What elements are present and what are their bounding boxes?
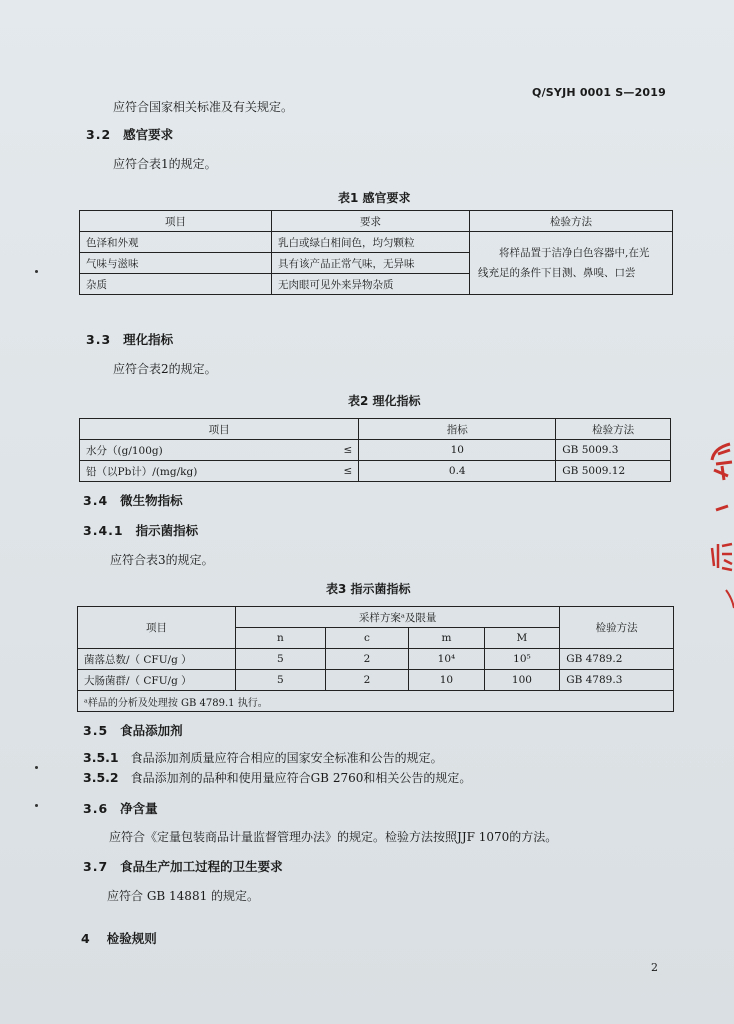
section-number: 3.6: [83, 801, 109, 816]
document-code: Q/SYJH 0001 S—2019: [532, 86, 666, 99]
section-title: 食品添加剂: [120, 723, 183, 738]
table2-symbol: ≤: [334, 461, 359, 482]
table3-m: 10: [409, 670, 485, 691]
table2-header-value: 指标: [359, 419, 556, 440]
table-sensory: [79, 210, 673, 295]
table2-symbol: ≤: [334, 440, 359, 461]
table1-header-req: 要求: [272, 211, 470, 232]
section-title: 检验规则: [106, 931, 157, 946]
table3-header-method: 检验方法: [560, 607, 674, 649]
margin-dot: [35, 804, 38, 807]
table2-item: 水分（(g/100g): [80, 440, 335, 461]
table3-sub-m: m: [409, 628, 485, 649]
table3-sub-M: M: [484, 628, 560, 649]
section-number: 3.4.1: [83, 523, 124, 538]
section-text: 食品添加剂质量应符合相应的国家安全标准和公告的规定。: [130, 751, 443, 765]
table2-value: 0.4: [359, 461, 556, 482]
table1-caption: 表1 感官要求: [338, 191, 411, 205]
table-indicator-bacteria: [77, 606, 674, 712]
section-text: 食品添加剂的品种和使用量应符合GB 2760和相关公告的规定。: [130, 771, 472, 785]
section-3-4-1-heading: [83, 521, 198, 539]
table3-caption: 表3 指示菌指标: [326, 582, 411, 596]
table3-item: 菌落总数/（ CFU/g ）: [78, 649, 236, 670]
section-title: 指示菌指标: [135, 523, 199, 538]
section-3-6-text: 应符合《定量包装商品计量监督管理办法》的规定。检验方法按照JJF 1070的方法。: [109, 830, 558, 844]
section-3-5-heading: [83, 721, 183, 739]
table1-req: 无肉眼可见外来异物杂质: [272, 274, 470, 295]
margin-dot: [35, 766, 38, 769]
page-number: 2: [651, 961, 658, 974]
section-3-6-heading: [83, 799, 158, 817]
table3-item: 大肠菌群/（ CFU/g ）: [78, 670, 236, 691]
section-title: 微生物指标: [120, 493, 183, 508]
section-number: 3.5.1: [83, 750, 119, 765]
table3-n: 5: [236, 649, 326, 670]
table3-sub-n: n: [236, 628, 326, 649]
table1-method-line2: 线充足的条件下目测、鼻嗅、口尝: [478, 267, 636, 279]
section-number: 4: [81, 931, 91, 946]
table1-header-method: 检验方法: [470, 211, 673, 232]
section-3-5-1: [83, 749, 443, 766]
table3-method: GB 4789.2: [560, 649, 674, 670]
section-3-7-heading: [83, 857, 283, 875]
intro-text: 应符合国家相关标准及有关规定。: [113, 100, 294, 114]
section-number: 3.5: [83, 723, 109, 738]
table2-header-method: 检验方法: [556, 419, 671, 440]
table3-method: GB 4789.3: [560, 670, 674, 691]
table2-method: GB 5009.3: [556, 440, 671, 461]
table2-value: 10: [359, 440, 556, 461]
table1-header-item: 项目: [80, 211, 272, 232]
table1-method-line1: 将样品置于洁净白色容器中,在光: [499, 247, 650, 259]
section-3-2-text: 应符合表1的规定。: [113, 157, 217, 171]
table1-req: 具有该产品正常气味，无异味: [272, 253, 470, 274]
table2-caption: 表2 理化指标: [348, 394, 421, 408]
table1-item: 色泽和外观: [80, 232, 272, 253]
section-number: 3.2: [86, 127, 112, 142]
table3-footnote: ᵃ样品的分析及处理按 GB 4789.1 执行。: [78, 691, 674, 712]
section-3-3-text: 应符合表2的规定。: [113, 362, 217, 376]
table3-header-plan: 采样方案ᵃ及限量: [236, 607, 560, 628]
table1-item: 气味与滋味: [80, 253, 272, 274]
section-title: 食品生产加工过程的卫生要求: [120, 859, 283, 874]
section-3-2-heading: [86, 125, 173, 143]
section-number: 3.7: [83, 859, 109, 874]
table2-header-item: 项目: [80, 419, 359, 440]
table-physicochemical: [79, 418, 671, 482]
table3-m: 10⁴: [409, 649, 485, 670]
table3-c: 2: [325, 649, 409, 670]
section-3-4-heading: [83, 491, 183, 509]
table3-M: 100: [484, 670, 560, 691]
section-title: 净含量: [120, 801, 158, 816]
table2-item: 铅（以Pb计）/(mg/kg): [80, 461, 335, 482]
section-title: 感官要求: [123, 127, 174, 142]
section-4-heading: [81, 929, 157, 947]
section-3-4-1-text: 应符合表3的规定。: [110, 553, 214, 567]
official-seal-fragment: [704, 440, 734, 610]
section-3-3-heading: [86, 330, 173, 348]
table1-req: 乳白或绿白相间色，均匀颗粒: [272, 232, 470, 253]
section-3-5-2: [83, 769, 471, 786]
margin-dot: [35, 270, 38, 273]
table3-M: 10⁵: [484, 649, 560, 670]
table1-method: [470, 232, 673, 295]
table2-method: GB 5009.12: [556, 461, 671, 482]
section-number: 3.4: [83, 493, 109, 508]
section-number: 3.5.2: [83, 770, 119, 785]
table3-c: 2: [325, 670, 409, 691]
table3-sub-c: c: [325, 628, 409, 649]
section-3-7-text: 应符合 GB 14881 的规定。: [107, 889, 260, 903]
table1-item: 杂质: [80, 274, 272, 295]
section-number: 3.3: [86, 332, 112, 347]
table3-n: 5: [236, 670, 326, 691]
table3-header-item: 项目: [78, 607, 236, 649]
section-title: 理化指标: [123, 332, 174, 347]
